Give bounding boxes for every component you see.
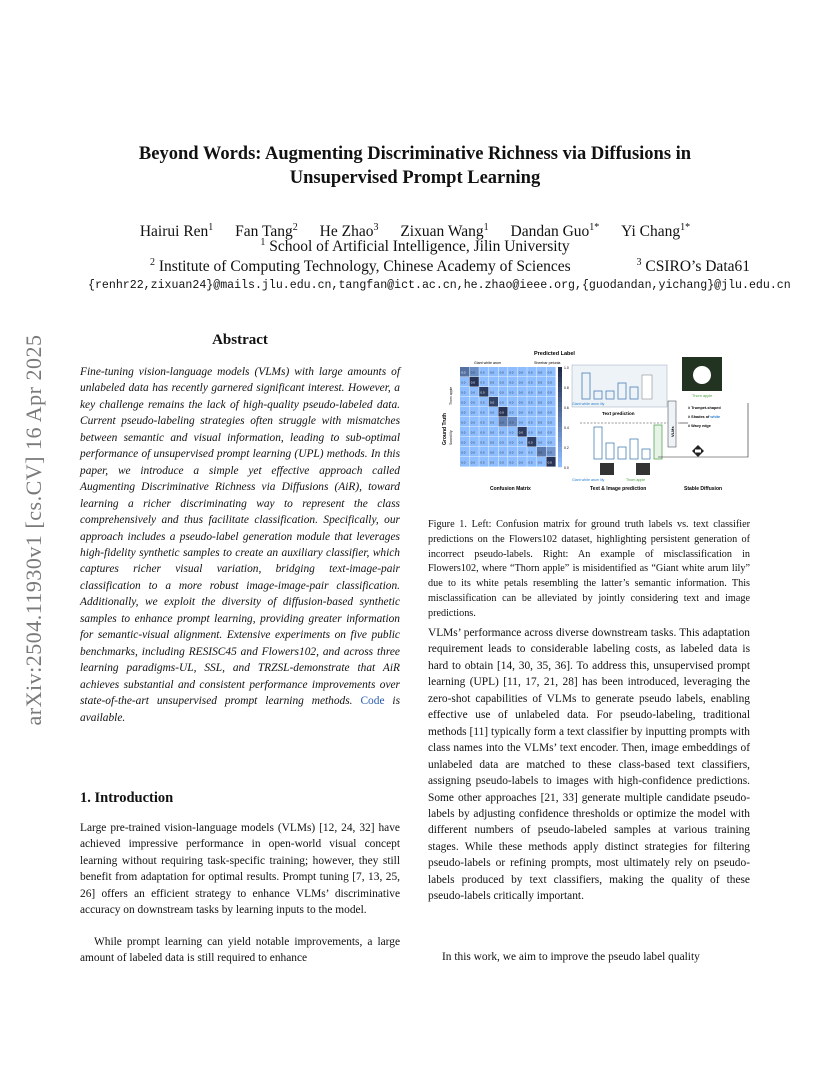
vlms-label: VLMs xyxy=(670,426,675,437)
heatmap-cell-label: 0.0 xyxy=(547,430,552,435)
abstract-body: Fine-tuning vision-language models (VLMs) with large amounts of unlabeled data has recently garnered significant interest. However, a key challenge remains the lack of high-quality pseudo-labeled data. Current pseudo-labeling strategies often struggle with mismatches between semantic and visual information, leading to sub-optimal performance of unsupervised prompt learning (UPL) methods. In this paper, we introduce a simple yet effective approach called Augmenting Discriminative Richness via Diffusions (AiR), toward learning a richer discriminating way to represent the class comprehensively and thus facilitate classification. Specifically, our approach includes a pseudo-label generation module that leverages high-fidelity synthetic samples to create an auxiliary classifier, which captures richer visual variation, bridging text-image-pair classification to a more robust image-image-pair classification. Additionally, we exploit the diversity of diffusion-based synthetic samples to enhance prompt learning, providing greater information for semantic-visual alignment. Extensive experiments on five public benchmarks, including RESISC45 and Flowers102, and across three learning paradigms-UL, SSL, and TRZSL-demonstrate that AiR achieves substantial and consistent performance improvements over state-of-the-art unsupervised prompt learning methods. Code is available. xyxy=(80,366,401,724)
heatmap-cell-label: 0.0 xyxy=(499,400,504,405)
heatmap-cell-label: 0.0 xyxy=(547,390,552,395)
author: He Zhao$^3$ xyxy=(319,222,379,241)
stable-diffusion-icon xyxy=(692,445,704,457)
affiliation-1: $^1$ School of Artificial Intelligence, Jilin University xyxy=(260,237,570,256)
heatmap-cell-label: 0.0 xyxy=(461,420,466,425)
colorbar-segment xyxy=(558,422,562,427)
heatmap-cell-label: 0.0 xyxy=(518,420,523,425)
left-label-2: Sword lily xyxy=(449,430,453,445)
heatmap-cell-label: 0.0 xyxy=(461,370,466,375)
heatmap-cell-label: 0.0 xyxy=(499,420,504,425)
heatmap-cell-label: 0.0 xyxy=(538,450,543,455)
flower-icon xyxy=(693,366,711,384)
bar xyxy=(618,447,626,459)
intro-right-paragraph-1: VLMs’ performance across diverse downstream tasks. This adaptation requirement leads to considerable labeling costs, as labeled data is hard to obtain [14, 30, 35, 36]. To address this, unsupervised prompt learning (UPL) [11, 17, 21, 28] has been introduced, leveraging the zero-shot capabilities of VLMs to generate pseudo labels, enabling effective use of unlabeled data. For pseudo-labeling, traditional methods [11] typically form a text classifier by inputting prompts with class names into the VLMs’ text encoder. Then, image embeddings of unlabeled data are matched to these class-based text classifiers, assigning pseudo-labels to images with high-confidence predictions. Some other approaches [21, 33] generate multiple candidate pseudo-labels by adjusting confidence thresholds or optimize the model with different numbers of pseudo-labeled samples at various training stages. While these methods apply distinct strategies for filtering pseudo-labels or refining prompts, most ultimately rely on pseudo-labels produced by text classifiers, making the quality of these pseudo-labels critically important. xyxy=(428,627,750,903)
heatmap-cell-label: 0.0 xyxy=(470,380,475,385)
heatmap-cell-label: 0.0 xyxy=(461,460,466,465)
heatmap-cell-label: 0.0 xyxy=(480,450,485,455)
heatmap-cell-label: 0.0 xyxy=(518,370,523,375)
bar xyxy=(606,443,614,459)
heatmap-cell-label: 0.0 xyxy=(461,410,466,415)
mid-caption: Text & Image prediction xyxy=(590,486,647,492)
colorbar-segment xyxy=(558,402,562,407)
heatmap-cell-label: 0.0 xyxy=(547,400,552,405)
heatmap-cell-label: 0.0 xyxy=(538,410,543,415)
flower-thumbnail-icon xyxy=(642,375,652,399)
colorbar-tick: 0.0 xyxy=(564,466,569,470)
heatmap-cell-label: 0.0 xyxy=(518,410,523,415)
heatmap-cell-label: 0.0 xyxy=(518,380,523,385)
heatmap-title: Predicted Label xyxy=(534,351,575,357)
colorbar xyxy=(558,366,569,470)
bar xyxy=(642,449,650,459)
confusion-matrix xyxy=(460,367,556,467)
heatmap-cell-label: 0.0 xyxy=(490,400,495,405)
feature-1: # Trumpet-shaped xyxy=(688,406,721,410)
colorbar-segment xyxy=(558,382,562,387)
colorbar-segment xyxy=(558,452,562,457)
heatmap-cell-label: 0.0 xyxy=(528,370,533,375)
heatmap-cell-label: 0.0 xyxy=(499,440,504,445)
heatmap-cell-label: 0.0 xyxy=(470,460,475,465)
heatmap-cell-label: 0.0 xyxy=(509,440,514,445)
intro-paragraph-1: Large pre-trained vision-language models (VLMs) [12, 24, 32] have achieved impressive performance in open-world visual concept learning without requiring task-specific training; however, they still benefit from adaptation for optimal results. Prompt tuning [7, 13, 25, 26] offers an efficient strategy to enhance VLMs’ discriminative accuracy on downstream tasks by learning inputs to the model. xyxy=(80,822,400,917)
heatmap-cell-label: 0.0 xyxy=(490,460,495,465)
colorbar-tick: 1.0 xyxy=(564,366,569,370)
heatmap-cell-label: 0.0 xyxy=(470,430,475,435)
heatmap-cell-label: 0.0 xyxy=(509,410,514,415)
intro-right-paragraph-2: In this work, we aim to improve the pseudo label quality xyxy=(442,951,700,963)
heatmap-cell-label: 0.0 xyxy=(547,380,552,385)
heatmap-cell-label: 0.0 xyxy=(490,380,495,385)
heatmap-cell-label: 0.0 xyxy=(538,460,543,465)
heatmap-cell-label: 0.0 xyxy=(470,450,475,455)
bar xyxy=(654,425,662,459)
colorbar-segment xyxy=(558,377,562,382)
y-axis-label: Ground Truth xyxy=(442,413,448,445)
author: Fan Tang$^2$ xyxy=(235,222,298,241)
thorn-label-bottom: Thorn apple xyxy=(626,478,646,482)
heatmap-cell-label: 0.0 xyxy=(461,380,466,385)
title-line-2: Unsupervised Prompt Learning xyxy=(289,168,541,188)
heatmap-cell-label: 0.0 xyxy=(490,370,495,375)
heatmap-cell-label: 0.0 xyxy=(499,380,504,385)
thorn-label-right: Thorn apple xyxy=(692,394,713,398)
text-pred-label: Text prediction xyxy=(602,411,635,416)
heatmap-cell-label: 0.0 xyxy=(547,460,552,465)
colorbar-segment xyxy=(558,437,562,442)
intro-heading: 1. Introduction xyxy=(80,790,174,806)
heatmap-cell-label: 0.0 xyxy=(509,370,514,375)
colorbar-segment xyxy=(558,367,562,372)
heatmap-cell-label: 0.0 xyxy=(528,390,533,395)
title-line-1: Beyond Words: Augmenting Discriminative Richness via Diffusions in xyxy=(138,144,692,164)
colorbar-segment xyxy=(558,442,562,447)
colorbar-segment xyxy=(558,447,562,452)
heatmap-cell-label: 0.0 xyxy=(480,400,485,405)
heatmap-cell-label: 0.0 xyxy=(480,370,485,375)
arxiv-id: arXiv:2504.11930v1 [cs.CV] 16 Apr 2025 xyxy=(21,334,46,726)
colorbar-segment xyxy=(558,462,562,467)
heatmap-cell-label: 0.0 xyxy=(461,440,466,445)
heatmap-cell-label: 0.0 xyxy=(470,440,475,445)
heatmap-cell-label: 0.0 xyxy=(538,440,543,445)
heatmap-cell-label: 0.0 xyxy=(547,410,552,415)
heatmap-cell-label: 0.0 xyxy=(518,440,523,445)
heatmap-cell-label: 0.0 xyxy=(499,410,504,415)
heatmap-cell-label: 0.0 xyxy=(509,430,514,435)
colorbar-segment xyxy=(558,392,562,397)
heatmap-cell-label: 0.0 xyxy=(509,380,514,385)
heatmap-cell-label: 0.0 xyxy=(490,440,495,445)
vlms-box xyxy=(668,401,676,447)
giant-arum-photo-icon xyxy=(600,463,614,475)
heatmap-cell-label: 0.0 xyxy=(547,450,552,455)
heatmap-cell-label: 0.0 xyxy=(538,420,543,425)
heatmap-cell-label: 0.0 xyxy=(490,420,495,425)
heatmap-cell-label: 0.0 xyxy=(518,430,523,435)
figure-caption: Figure 1. Left: Confusion matrix for ground truth labels vs. text classifier predictions on the Flowers102 dataset, highlighting persistent generation of incorrect pseudo-labels. Right: An example of misclassification in Flowers102, where “Thorn apple” is misidentified as “Giant white arum lily” due to its white petals resembling the latter’s semantic information. This misclassification can be alleviated by jointly considering text and image predictions. xyxy=(428,519,750,619)
top-left-label: Giant white arum xyxy=(474,361,502,365)
heatmap-cell-label: 0.0 xyxy=(461,450,466,455)
heatmap-cell-label: 0.0 xyxy=(480,380,485,385)
colorbar-segment xyxy=(558,457,562,462)
heatmap-cell-label: 0.0 xyxy=(461,400,466,405)
heatmap-cell-label: 0.0 xyxy=(518,460,523,465)
heatmap-cell-label: 0.0 xyxy=(470,400,475,405)
affiliation-2-3: $^2$ Institute of Computing Technology, Chinese Academy of Sciences $^3$ CSIRO’s Data61 xyxy=(150,257,750,276)
heatmap-cell-label: 0.0 xyxy=(480,430,485,435)
heatmap-cell-label: 0.0 xyxy=(490,430,495,435)
colorbar-segment xyxy=(558,412,562,417)
paper-title xyxy=(80,142,750,190)
heatmap-cell-label: 0.0 xyxy=(538,430,543,435)
heatmap-cell-label: 0.0 xyxy=(461,430,466,435)
colorbar-segment xyxy=(558,407,562,412)
heatmap-cell-label: 0.0 xyxy=(480,390,485,395)
heatmap-cell-label: 0.0 xyxy=(509,450,514,455)
heatmap-cell-label: 0.0 xyxy=(509,400,514,405)
colorbar-tick: 0.4 xyxy=(564,426,569,430)
colorbar-segment xyxy=(558,397,562,402)
thorn-apple-photo-icon xyxy=(636,463,650,475)
colorbar-tick: 0.8 xyxy=(564,386,569,390)
heatmap-cell-label: 0.0 xyxy=(528,420,533,425)
heatmap-cell-label: 0.0 xyxy=(518,400,523,405)
heatmap-cell-label: 0.0 xyxy=(528,400,533,405)
heatmap-cell-label: 0.0 xyxy=(470,410,475,415)
intro-paragraph-2: While prompt learning can yield notable improvements, a large amount of labeled data is still required to enhance xyxy=(80,936,400,965)
text-pred-panel xyxy=(572,365,667,407)
colorbar-segment xyxy=(558,372,562,377)
figure-1 xyxy=(430,345,752,495)
heatmap-cell-label: 0.0 xyxy=(461,390,466,395)
left-label-1: Thorn apple xyxy=(449,386,453,405)
heatmap-cell-label: 0.0 xyxy=(490,450,495,455)
colorbar-segment xyxy=(558,432,562,437)
colorbar-tick: 0.2 xyxy=(564,446,569,450)
heatmap-cell-label: 0.0 xyxy=(547,420,552,425)
colorbar-segment xyxy=(558,387,562,392)
heatmap-cell-label: 0.0 xyxy=(528,440,533,445)
colorbar-segment xyxy=(558,417,562,422)
heatmap-cell-label: 0.0 xyxy=(499,370,504,375)
heatmap-cell-label: 0.0 xyxy=(470,420,475,425)
heatmap-cell-label: 0.0 xyxy=(470,370,475,375)
abstract-heading: Abstract xyxy=(212,332,268,348)
heatmap-cell-label: 0.0 xyxy=(509,390,514,395)
heatmap-cell-label: 0.0 xyxy=(528,410,533,415)
heatmap-cell-label: 0.0 xyxy=(499,460,504,465)
heatmap-cell-label: 0.0 xyxy=(538,400,543,405)
heatmap-cell-label: 0.0 xyxy=(499,450,504,455)
confusion-matrix-caption: Confusion Matrix xyxy=(490,486,531,492)
heatmap-cell-label: 0.0 xyxy=(499,430,504,435)
top-right-label: Sheebar petunia xyxy=(534,361,561,365)
heatmap-cell-label: 0.0 xyxy=(490,390,495,395)
heatmap-cell-label: 0.0 xyxy=(480,410,485,415)
bar xyxy=(630,439,638,459)
heatmap-cell-label: 0.0 xyxy=(518,390,523,395)
heatmap-cell-label: 0.0 xyxy=(518,450,523,455)
heatmap-cell-label: 0.0 xyxy=(499,390,504,395)
colorbar-segment xyxy=(558,427,562,432)
heatmap-cell-label: 0.0 xyxy=(509,460,514,465)
heatmap-cell-label: 0.0 xyxy=(490,410,495,415)
heatmap-cell-label: 0.0 xyxy=(528,450,533,455)
author-emails: {renhr22,zixuan24}@mails.jlu.edu.cn,tangfan@ict.ac.cn,he.zhao@ieee.org,{guodandan,yichang}@jlu.edu.cn xyxy=(88,279,791,292)
heatmap-cell-label: 0.0 xyxy=(528,380,533,385)
author: Yi Chang$^{1*}$ xyxy=(621,222,691,241)
heatmap-cell-label: 0.0 xyxy=(470,390,475,395)
author: Dandan Guo$^{1*}$ xyxy=(510,222,600,241)
author: Zixuan Wang$^1$ xyxy=(400,222,489,241)
heatmap-cell-label: 0.0 xyxy=(538,390,543,395)
arxiv-sidebar-stamp xyxy=(14,290,54,770)
heatmap-cell-label: 0.0 xyxy=(547,370,552,375)
colorbar-tick: 0.6 xyxy=(564,406,569,410)
heatmap-cell-label: 0.0 xyxy=(480,420,485,425)
heatmap-cell-label: 0.0 xyxy=(528,460,533,465)
heatmap-cell-label: 0.0 xyxy=(528,430,533,435)
code-link[interactable]: Code xyxy=(360,695,385,708)
heatmap-cell-label: 0.0 xyxy=(480,460,485,465)
author: Hairui Ren$^1$ xyxy=(139,222,214,241)
feature-3: # Wavy edge xyxy=(688,424,711,428)
giant-label-bottom: Giant white arum lily xyxy=(572,478,605,482)
feature-2: # Shades of white xyxy=(688,415,721,419)
bar xyxy=(594,427,602,459)
heatmap-cell-label: 0.0 xyxy=(538,380,543,385)
giant-label-top: Giant white arum lily xyxy=(572,402,605,406)
right-caption: Stable Diffusion xyxy=(684,486,723,492)
heatmap-cell-label: 0.0 xyxy=(480,440,485,445)
heatmap-cell-label: 0.0 xyxy=(538,370,543,375)
heatmap-cell-label: 0.0 xyxy=(547,440,552,445)
heatmap-cell-label: 0.0 xyxy=(509,420,514,425)
